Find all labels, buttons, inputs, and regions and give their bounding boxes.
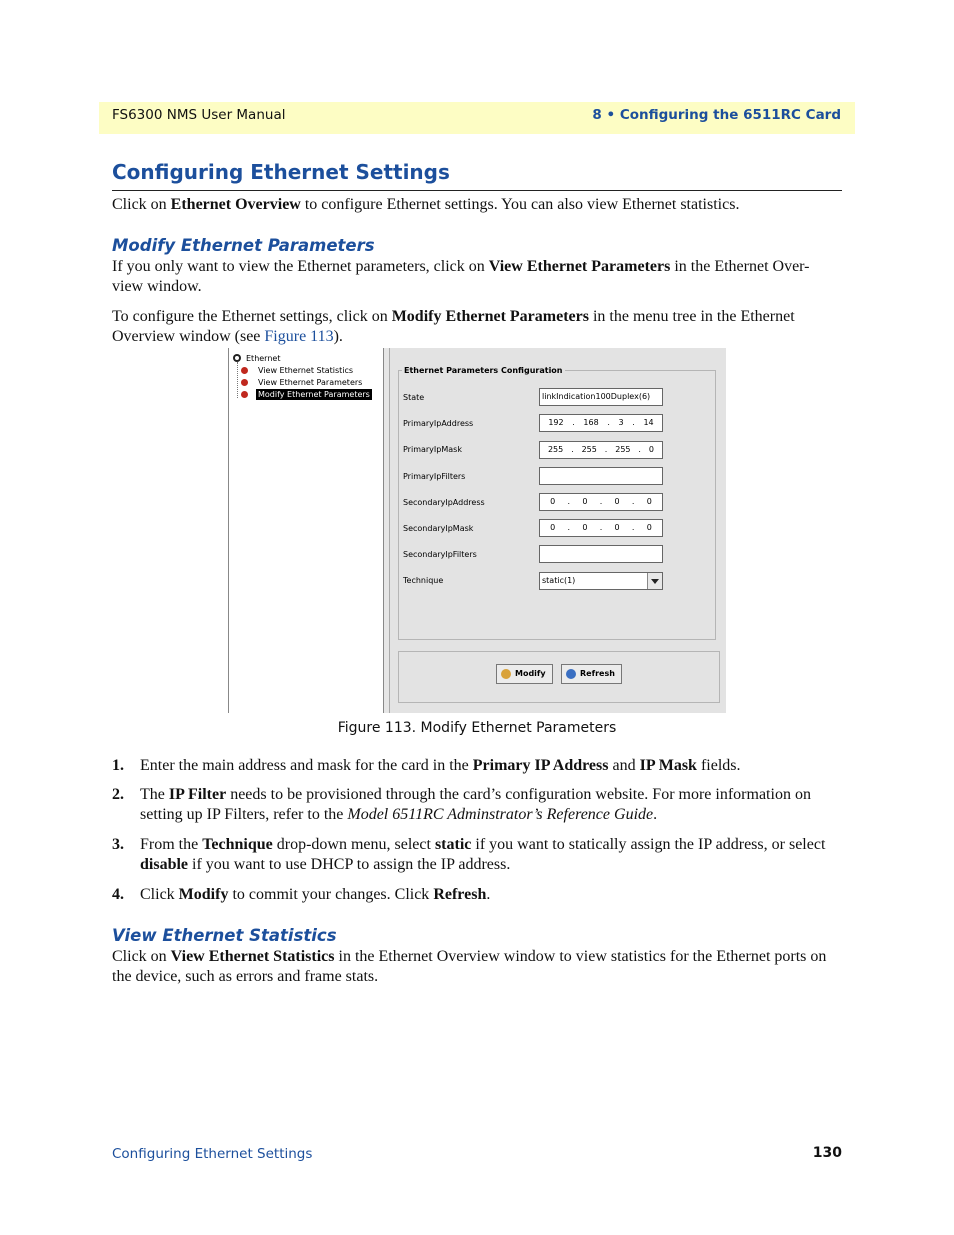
root-node-icon (233, 354, 241, 362)
tree-root-ethernet[interactable]: Ethernet (246, 354, 281, 363)
manual-title: FS6300 NMS User Manual (112, 107, 286, 123)
primary-ip-address-label: PrimaryIpAddress (403, 419, 474, 428)
primary-ip-mask-label: PrimaryIpMask (403, 445, 462, 454)
secondary-ip-mask-field[interactable]: 0 . 0 . 0 . 0 (539, 519, 663, 537)
technique-dropdown[interactable]: static(1) (539, 572, 663, 590)
secondary-ip-address-label: SecondaryIpAddress (403, 498, 485, 507)
figure-link[interactable]: Figure 113 (264, 328, 334, 345)
page-number: 130 (812, 1145, 842, 1161)
intro-paragraph: Click on Ethernet Overview to configure Ethernet settings. You can also view Ethernet statistics. (112, 196, 740, 213)
primary-ip-address-field[interactable]: 192 . 168 . 3 . 14 (539, 414, 663, 432)
primary-ip-mask-field[interactable]: 255 . 255 . 255 . 0 (539, 441, 663, 459)
group-title: Ethernet Parameters Configuration (404, 366, 563, 375)
footer-section: Configuring Ethernet Settings (112, 1146, 313, 1162)
secondary-ip-filters-label: SecondaryIpFilters (403, 550, 477, 559)
title-rule (112, 190, 842, 191)
figure-screenshot (228, 348, 726, 713)
secondary-ip-address-field[interactable]: 0 . 0 . 0 . 0 (539, 493, 663, 511)
modify-paragraph-1: If you only want to view the Ethernet parameters, click on View Ethernet Parameters in the Ethernet Over- view window. (112, 258, 810, 295)
tree-connector (237, 362, 239, 398)
node-icon (241, 379, 248, 386)
modify-icon (501, 669, 511, 679)
state-label: State (403, 393, 425, 402)
section-title: Configuring Ethernet Settings (112, 160, 450, 184)
view-statistics-heading: View Ethernet Statistics (112, 926, 337, 945)
view-statistics-paragraph: Click on View Ethernet Statistics in the Ethernet Overview window to view statistics for the Ethernet ports on the device, such as errors and frame stats. (112, 948, 827, 985)
chevron-down-icon[interactable] (647, 573, 662, 589)
state-field[interactable]: linkIndication100Duplex(6) (539, 388, 663, 406)
refresh-button[interactable]: Refresh (561, 664, 622, 684)
tree-item-view-statistics[interactable]: View Ethernet Statistics (258, 366, 354, 375)
tree-item-modify-parameters[interactable]: Modify Ethernet Parameters (258, 390, 370, 399)
figure-caption: Figure 113. Modify Ethernet Parameters (337, 720, 617, 736)
menu-tree (228, 348, 384, 713)
secondary-ip-mask-label: SecondaryIpMask (403, 524, 474, 533)
node-icon (241, 391, 248, 398)
chapter-title: 8 • Configuring the 6511RC Card (592, 107, 841, 123)
primary-ip-filters-field[interactable] (539, 467, 663, 485)
button-bar (398, 651, 720, 703)
tree-item-view-parameters[interactable]: View Ethernet Parameters (258, 378, 363, 387)
modify-heading: Modify Ethernet Parameters (112, 236, 375, 255)
technique-label: Technique (403, 576, 444, 585)
refresh-icon (566, 669, 576, 679)
primary-ip-filters-label: PrimaryIpFilters (403, 472, 466, 481)
config-panel (390, 348, 726, 713)
modify-button[interactable]: Modify (496, 664, 553, 684)
node-icon (241, 367, 248, 374)
modify-paragraph-2: To configure the Ethernet settings, click on Modify Ethernet Parameters in the menu tree in the Ethernet Overview window (see Figure 113). (112, 308, 795, 345)
secondary-ip-filters-field[interactable] (539, 545, 663, 563)
